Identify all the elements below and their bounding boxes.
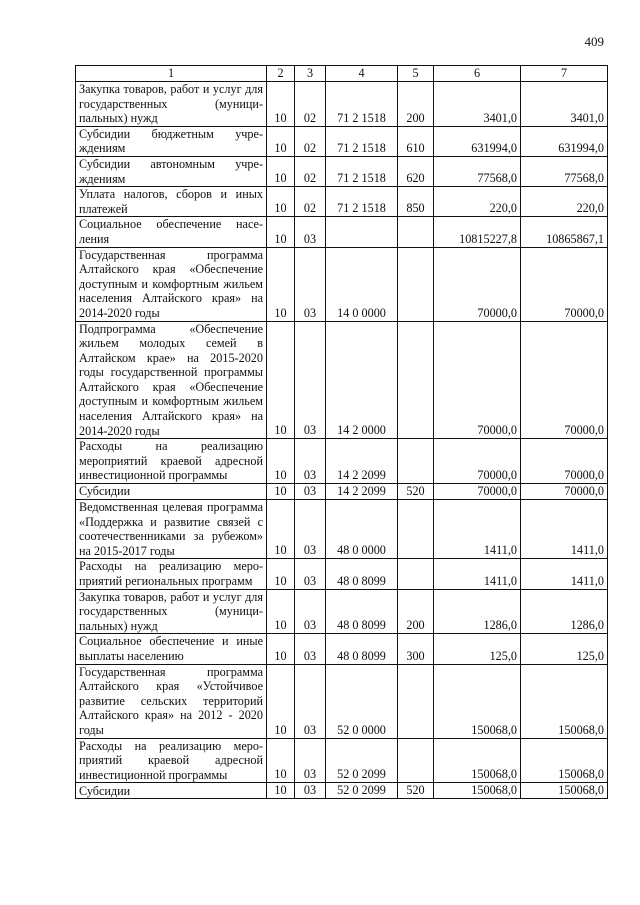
row-expense-type: 610 (398, 126, 434, 156)
table-row (76, 484, 608, 500)
table-row (76, 634, 608, 664)
header-col-6: 6 (434, 66, 521, 82)
row-sum-2017: 3401,0 (521, 82, 608, 127)
row-expense-type: 200 (398, 82, 434, 127)
table-row (76, 500, 608, 559)
row-subsection: 03 (295, 783, 326, 799)
page-number: 409 (584, 34, 604, 49)
header-col-7: 7 (521, 66, 608, 82)
row-name: Государственная программа Алтайского края «Устойчивое развитие сельских территорий Алтайского края» на 2012 - 2020 годы (76, 664, 267, 738)
table-row (76, 217, 608, 247)
table-row (76, 589, 608, 634)
row-sum-2017: 125,0 (521, 634, 608, 664)
row-name: Социальное обеспечение и иные выплаты населению (76, 634, 267, 664)
table-row (76, 738, 608, 783)
row-subsection: 02 (295, 82, 326, 127)
row-sum-2016: 150068,0 (434, 783, 521, 799)
row-sum-2016: 10815227,8 (434, 217, 521, 247)
table-row (76, 321, 608, 439)
row-subsection: 03 (295, 664, 326, 738)
budget-table (75, 65, 608, 799)
row-subsection: 03 (295, 217, 326, 247)
row-sum-2016: 70000,0 (434, 439, 521, 484)
row-target-article: 48 0 0000 (326, 500, 398, 559)
row-sum-2016: 150068,0 (434, 664, 521, 738)
row-section: 10 (267, 634, 295, 664)
row-sum-2016: 77568,0 (434, 156, 521, 186)
row-sum-2017: 150068,0 (521, 783, 608, 799)
row-expense-type (398, 321, 434, 439)
row-name: Субсидии (76, 783, 267, 799)
row-target-article (326, 217, 398, 247)
row-target-article: 71 2 1518 (326, 156, 398, 186)
table-row (76, 187, 608, 217)
row-expense-type: 520 (398, 484, 434, 500)
row-target-article: 48 0 8099 (326, 634, 398, 664)
row-expense-type: 620 (398, 156, 434, 186)
row-target-article: 14 2 2099 (326, 484, 398, 500)
row-expense-type: 200 (398, 589, 434, 634)
table-row (76, 247, 608, 321)
row-section: 10 (267, 156, 295, 186)
row-name: Расходы на реализацию мероприятий краевой адресной инвестиционной программы (76, 738, 267, 783)
row-sum-2016: 70000,0 (434, 321, 521, 439)
row-expense-type (398, 664, 434, 738)
row-section: 10 (267, 82, 295, 127)
row-sum-2017: 70000,0 (521, 439, 608, 484)
row-subsection: 03 (295, 500, 326, 559)
row-sum-2016: 220,0 (434, 187, 521, 217)
row-expense-type: 300 (398, 634, 434, 664)
row-name: Субсидии автономным учреждениям (76, 156, 267, 186)
row-subsection: 02 (295, 156, 326, 186)
row-name: Субсидии (76, 484, 267, 500)
row-target-article: 52 0 2099 (326, 738, 398, 783)
row-name: Социальное обеспечение населения (76, 217, 267, 247)
row-subsection: 02 (295, 187, 326, 217)
table-row (76, 559, 608, 589)
row-sum-2017: 150068,0 (521, 738, 608, 783)
row-name: Расходы на реализацию мероприятий краевой адресной инвестиционной программы (76, 439, 267, 484)
row-sum-2016: 3401,0 (434, 82, 521, 127)
row-sum-2017: 1286,0 (521, 589, 608, 634)
row-subsection: 03 (295, 559, 326, 589)
row-section: 10 (267, 321, 295, 439)
row-name: Государственная программа Алтайского края «Обеспечение доступным и комфортным жильем населения Алтайского края» на 2014-2020 годы (76, 247, 267, 321)
header-col-1: 1 (76, 66, 267, 82)
row-sum-2017: 10865867,1 (521, 217, 608, 247)
row-name: Уплата налогов, сборов и иных платежей (76, 187, 267, 217)
row-sum-2017: 1411,0 (521, 500, 608, 559)
row-sum-2017: 70000,0 (521, 247, 608, 321)
row-section: 10 (267, 484, 295, 500)
table-row (76, 664, 608, 738)
row-target-article: 52 0 0000 (326, 664, 398, 738)
row-section: 10 (267, 217, 295, 247)
row-sum-2016: 1286,0 (434, 589, 521, 634)
row-sum-2016: 1411,0 (434, 559, 521, 589)
row-name: Ведомственная целевая программа «Поддержка и развитие связей с соотечественниками за рубежом» на 2015-2017 годы (76, 500, 267, 559)
row-section: 10 (267, 664, 295, 738)
row-target-article: 71 2 1518 (326, 82, 398, 127)
row-sum-2017: 220,0 (521, 187, 608, 217)
row-target-article: 71 2 1518 (326, 187, 398, 217)
table-row (76, 439, 608, 484)
row-sum-2016: 125,0 (434, 634, 521, 664)
row-name: Закупка товаров, работ и услуг для государственных (муниципальных) нужд (76, 82, 267, 127)
row-sum-2017: 150068,0 (521, 664, 608, 738)
header-col-4: 4 (326, 66, 398, 82)
row-expense-type (398, 217, 434, 247)
row-name: Закупка товаров, работ и услуг для государственных (муниципальных) нужд (76, 589, 267, 634)
table-row (76, 126, 608, 156)
row-sum-2016: 70000,0 (434, 247, 521, 321)
row-sum-2016: 1411,0 (434, 500, 521, 559)
header-col-2: 2 (267, 66, 295, 82)
row-section: 10 (267, 783, 295, 799)
header-row (76, 66, 608, 82)
row-section: 10 (267, 126, 295, 156)
row-subsection: 03 (295, 634, 326, 664)
row-subsection: 03 (295, 738, 326, 783)
header-col-3: 3 (295, 66, 326, 82)
row-section: 10 (267, 738, 295, 783)
row-sum-2016: 631994,0 (434, 126, 521, 156)
row-expense-type (398, 247, 434, 321)
row-target-article: 14 2 2099 (326, 439, 398, 484)
row-subsection: 03 (295, 589, 326, 634)
row-target-article: 14 0 0000 (326, 247, 398, 321)
row-target-article: 71 2 1518 (326, 126, 398, 156)
row-name: Расходы на реализацию мероприятий региональных программ (76, 559, 267, 589)
row-subsection: 03 (295, 439, 326, 484)
row-subsection: 02 (295, 126, 326, 156)
table-row (76, 82, 608, 127)
row-expense-type (398, 500, 434, 559)
row-sum-2017: 70000,0 (521, 484, 608, 500)
row-name: Подпрограмма «Обеспечение жильем молодых семей в Алтайском крае» на 2015-2020 годы государственной программы Алтайского края «Обеспечение доступным и комфортным жильем населения Алтайского края» на 2014-2020 годы (76, 321, 267, 439)
row-sum-2017: 631994,0 (521, 126, 608, 156)
row-section: 10 (267, 247, 295, 321)
row-section: 10 (267, 187, 295, 217)
table-row (76, 783, 608, 799)
row-section: 10 (267, 589, 295, 634)
row-expense-type (398, 559, 434, 589)
row-subsection: 03 (295, 247, 326, 321)
row-section: 10 (267, 500, 295, 559)
row-target-article: 14 2 0000 (326, 321, 398, 439)
row-subsection: 03 (295, 484, 326, 500)
row-section: 10 (267, 439, 295, 484)
row-name: Субсидии бюджетным учреждениям (76, 126, 267, 156)
row-target-article: 48 0 8099 (326, 589, 398, 634)
row-subsection: 03 (295, 321, 326, 439)
row-sum-2017: 1411,0 (521, 559, 608, 589)
row-expense-type: 520 (398, 783, 434, 799)
row-sum-2016: 150068,0 (434, 738, 521, 783)
row-expense-type (398, 738, 434, 783)
table-row (76, 156, 608, 186)
row-expense-type: 850 (398, 187, 434, 217)
row-sum-2017: 70000,0 (521, 321, 608, 439)
row-expense-type (398, 439, 434, 484)
row-sum-2016: 70000,0 (434, 484, 521, 500)
row-sum-2017: 77568,0 (521, 156, 608, 186)
row-target-article: 48 0 8099 (326, 559, 398, 589)
row-section: 10 (267, 559, 295, 589)
header-col-5: 5 (398, 66, 434, 82)
row-target-article: 52 0 2099 (326, 783, 398, 799)
